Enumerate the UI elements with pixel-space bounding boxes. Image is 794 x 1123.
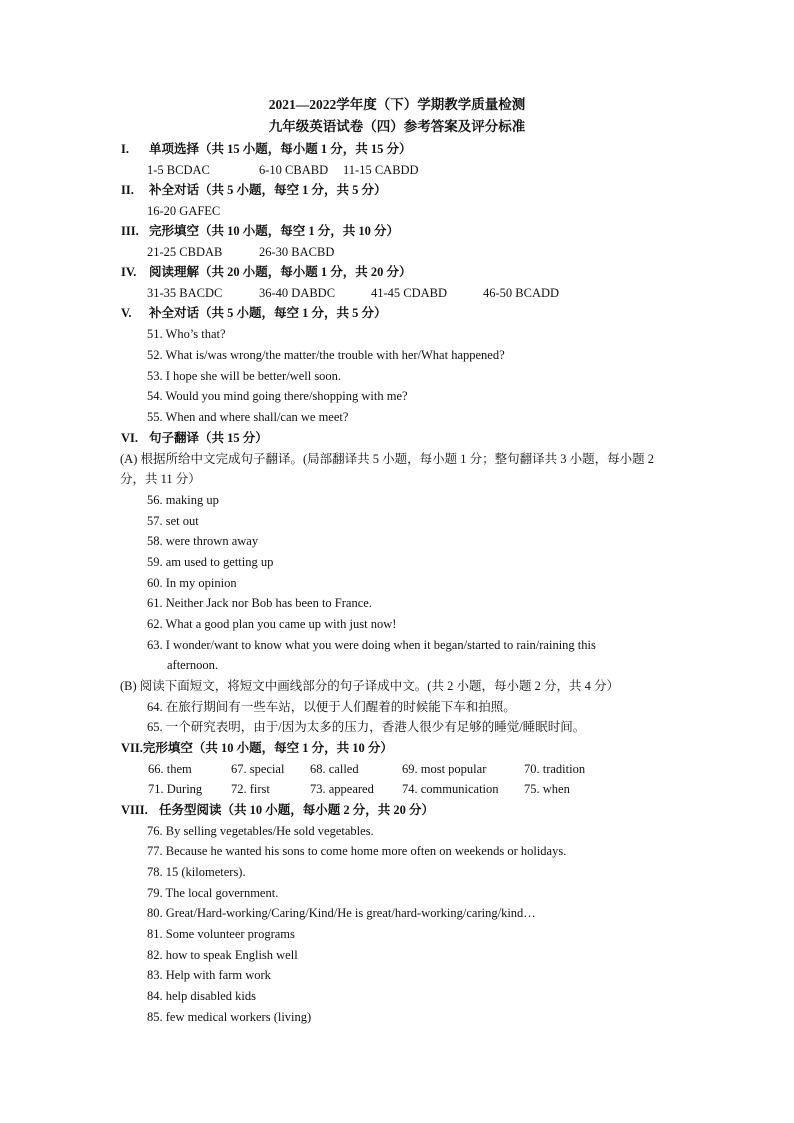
answer-item: 56. making up <box>147 493 219 507</box>
answer-group: 26-30 BACBD <box>259 245 335 259</box>
answer-item: 55. When and where shall/can we meet? <box>147 410 349 424</box>
answer-item: 74. communication <box>402 782 499 796</box>
answer-item: 70. tradition <box>524 762 586 776</box>
answer-item: 67. special <box>231 762 285 776</box>
section-title: 句子翻译（共 15 分） <box>149 431 268 445</box>
section-number: I. <box>121 142 129 156</box>
section-7-heading <box>121 739 393 757</box>
answer-item: 52. What is/was wrong/the matter/the trouble with her/What happened? <box>147 348 505 362</box>
answer-item: 51. Who’s that? <box>147 327 226 341</box>
section-2-heading <box>121 181 387 199</box>
document-title: 2021—2022学年度（下）学期教学质量检测 <box>268 97 526 112</box>
answer-group: 6-10 CBABD <box>259 163 329 177</box>
part-b-instruction: (B) 阅读下面短文，将短文中画线部分的句子译成中文。(共 2 小题，每小题 2 分，共 4 分） <box>120 679 619 693</box>
answer-item: 53. I hope she will be better/well soon. <box>147 369 342 383</box>
answer-item: 80. Great/Hard-working/Caring/Kind/He is great/hard-working/caring/kind… <box>147 906 536 920</box>
section-title: 任务型阅读（共 10 小题，每小题 2 分，共 20 分） <box>159 803 435 817</box>
answer-item-63-cont: afternoon. <box>167 658 219 672</box>
answer-group: 11-15 CABDD <box>343 163 419 177</box>
part-a-instruction: (A) 根据所给中文完成句子翻译。(局部翻译共 5 小题，每小题 1 分；整句翻译共 3 小题，每小题 2 <box>120 452 655 466</box>
answer-item: 57. set out <box>147 514 199 528</box>
section-number: III. <box>121 224 139 238</box>
part-a-instruction-cont: 分，共 11 分） <box>120 472 201 486</box>
answer-item: 68. called <box>310 762 359 776</box>
answer-group: 21-25 CBDAB <box>147 245 223 259</box>
answer-group: 46-50 BCADD <box>483 286 560 300</box>
answer-item: 76. By selling vegetables/He sold vegetables. <box>147 824 374 838</box>
answer-group: 31-35 BACDC <box>147 286 223 300</box>
answer-item: 59. am used to getting up <box>147 555 274 569</box>
answer-item: 78. 15 (kilometers). <box>147 865 246 879</box>
answer-item: 84. help disabled kids <box>147 989 257 1003</box>
answer-item: 72. first <box>231 782 270 796</box>
section-title: 完形填空（共 10 小题，每空 1 分，共 10 分） <box>142 741 393 755</box>
answer-item: 79. The local government. <box>147 886 279 900</box>
section-number: VIII. <box>121 803 148 817</box>
answer-item: 81. Some volunteer programs <box>147 927 295 941</box>
document-subtitle: 九年级英语试卷（四）参考答案及评分标准 <box>268 119 526 134</box>
answer-item: 58. were thrown away <box>147 534 259 548</box>
section-title: 补全对话（共 5 小题，每空 1 分，共 5 分） <box>149 183 387 197</box>
answer-item: 66. them <box>148 762 192 776</box>
answer-item-63: 63. I wonder/want to know what you were doing when it began/started to rain/raining this <box>147 638 596 652</box>
section-title: 补全对话（共 5 小题，每空 1 分，共 5 分） <box>149 306 387 320</box>
section-number: VI. <box>121 431 139 445</box>
answer-item: 77. Because he wanted his sons to come home more often on weekends or holidays. <box>147 844 567 858</box>
section-3-heading <box>121 222 399 240</box>
answer-group: 16-20 GAFEC <box>147 204 221 218</box>
section-1-heading <box>121 140 412 158</box>
answer-item: 75. when <box>524 782 570 796</box>
section-8-heading <box>121 801 434 819</box>
answer-group: 36-40 DABDC <box>259 286 336 300</box>
answer-item: 69. most popular <box>402 762 487 776</box>
answer-item: 64. 在旅行期间有一些车站，以便于人们醒着的时候能下车和拍照。 <box>147 700 516 714</box>
answer-item: 83. Help with farm work <box>147 968 271 982</box>
section-6-heading <box>121 429 268 447</box>
answer-item: 62. What a good plan you came up with just now! <box>147 617 397 631</box>
answer-group: 41-45 CDABD <box>371 286 448 300</box>
section-number: II. <box>121 183 134 197</box>
answer-group: 1-5 BCDAC <box>147 163 210 177</box>
section-number: V. <box>121 306 132 320</box>
answer-item: 82. how to speak English well <box>147 948 298 962</box>
section-title: 阅读理解（共 20 小题，每小题 1 分，共 20 分） <box>149 265 412 279</box>
section-title: 完形填空（共 10 小题，每空 1 分，共 10 分） <box>149 224 400 238</box>
answer-item: 85. few medical workers (living) <box>147 1010 312 1024</box>
answer-item: 60. In my opinion <box>147 576 237 590</box>
answer-item: 65. 一个研究表明，由于/因为太多的压力，香港人很少有足够的睡觉/睡眠时间。 <box>147 720 586 734</box>
section-4-heading <box>121 263 412 281</box>
section-number: VII. <box>121 741 143 755</box>
section-title: 单项选择（共 15 小题，每小题 1 分，共 15 分） <box>149 142 412 156</box>
section-5-heading <box>121 304 387 322</box>
section-number: IV. <box>121 265 137 279</box>
answer-item: 54. Would you mind going there/shopping with me? <box>147 389 408 403</box>
answer-item: 71. During <box>148 782 203 796</box>
answer-item: 73. appeared <box>310 782 374 796</box>
answer-item: 61. Neither Jack nor Bob has been to France. <box>147 596 372 610</box>
